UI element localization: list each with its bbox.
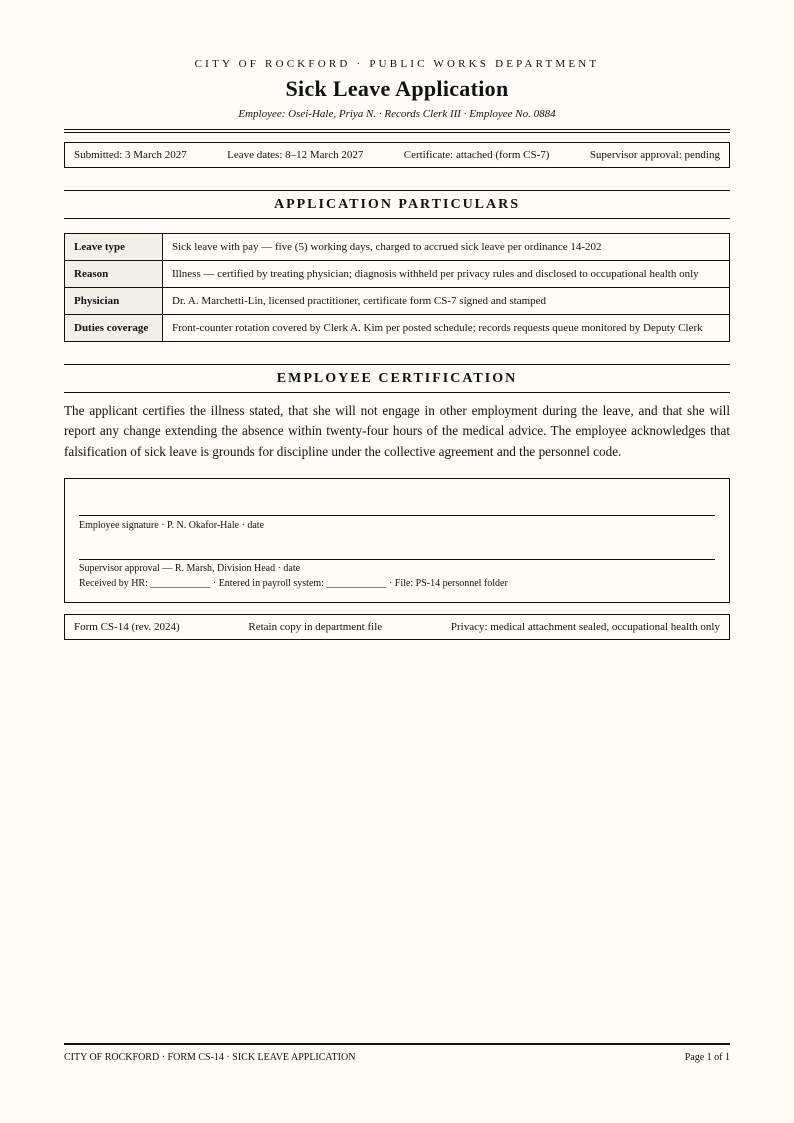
row-label: Duties coverage	[65, 315, 163, 342]
employee-signature-line[interactable]	[79, 515, 715, 516]
particulars-heading: APPLICATION PARTICULARS	[64, 190, 730, 219]
row-label: Leave type	[65, 234, 163, 261]
form-number: Form CS-14 (rev. 2024)	[74, 620, 180, 633]
submitted-date: Submitted: 3 March 2027	[74, 149, 187, 161]
particulars-table	[64, 233, 730, 342]
privacy-note: Privacy: medical attachment sealed, occupational health only	[450, 620, 720, 633]
page-title: Sick Leave Application	[285, 76, 509, 101]
row-label: Physician	[65, 288, 163, 315]
page-footer	[64, 1043, 730, 1063]
document-page	[64, 0, 730, 640]
certification-heading: EMPLOYEE CERTIFICATION	[64, 364, 730, 393]
meta-bar	[64, 142, 730, 168]
supervisor-status: Supervisor approval: pending	[589, 149, 720, 161]
form-footer-bar	[64, 614, 730, 640]
page-number: Page 1 of 1	[684, 1052, 730, 1063]
signature-box	[64, 478, 730, 603]
hr-received-line: Received by HR: ____________ · Entered in payroll system: ____________ · File: PS-14 personnel folder	[79, 577, 508, 589]
employee-subtitle: Employee: Osei-Hale, Priya N. · Records Clerk III · Employee No. 0884	[238, 108, 556, 120]
row-value: Dr. A. Marchetti-Lin, licensed practitioner, certificate form CS-7 signed and stamped	[163, 288, 730, 315]
table-row	[65, 288, 730, 315]
certification-text: The applicant certifies the illness stated, that she will not engage in other employment during the leave, and that she will report any change extending the absence within twenty-four hours of the medical advice. The employee acknowledges that falsification of sick leave is grounds for discipline under the collective agreement and the personnel code.	[64, 403, 730, 459]
row-value: Sick leave with pay — five (5) working days, charged to accrued sick leave per ordinance 14-202	[163, 234, 730, 261]
leave-dates: Leave dates: 8–12 March 2027	[227, 149, 364, 161]
certificate-status: Certificate: attached (form CS-7)	[403, 149, 550, 161]
row-value: Front-counter rotation covered by Clerk A. Kim per posted schedule; records requests queue monitored by Deputy Clerk	[163, 315, 730, 342]
table-row	[65, 234, 730, 261]
department-line: CITY OF ROCKFORD · PUBLIC WORKS DEPARTMENT	[194, 58, 600, 70]
row-value: Illness — certified by treating physician; diagnosis withheld per privacy rules and disclosed to occupational health only	[163, 261, 730, 288]
retain-note: Retain copy in department file	[248, 620, 383, 633]
table-row	[65, 261, 730, 288]
employee-signature-label: Employee signature · P. N. Okafor-Hale · date	[79, 519, 265, 531]
footer-left: CITY OF ROCKFORD · FORM CS-14 · SICK LEAVE APPLICATION	[64, 1052, 356, 1063]
table-row	[65, 315, 730, 342]
supervisor-signature-line[interactable]	[79, 559, 715, 560]
row-label: Reason	[65, 261, 163, 288]
header-double-rule	[64, 129, 730, 133]
supervisor-signature-label: Supervisor approval — R. Marsh, Division Head · date	[79, 562, 301, 574]
